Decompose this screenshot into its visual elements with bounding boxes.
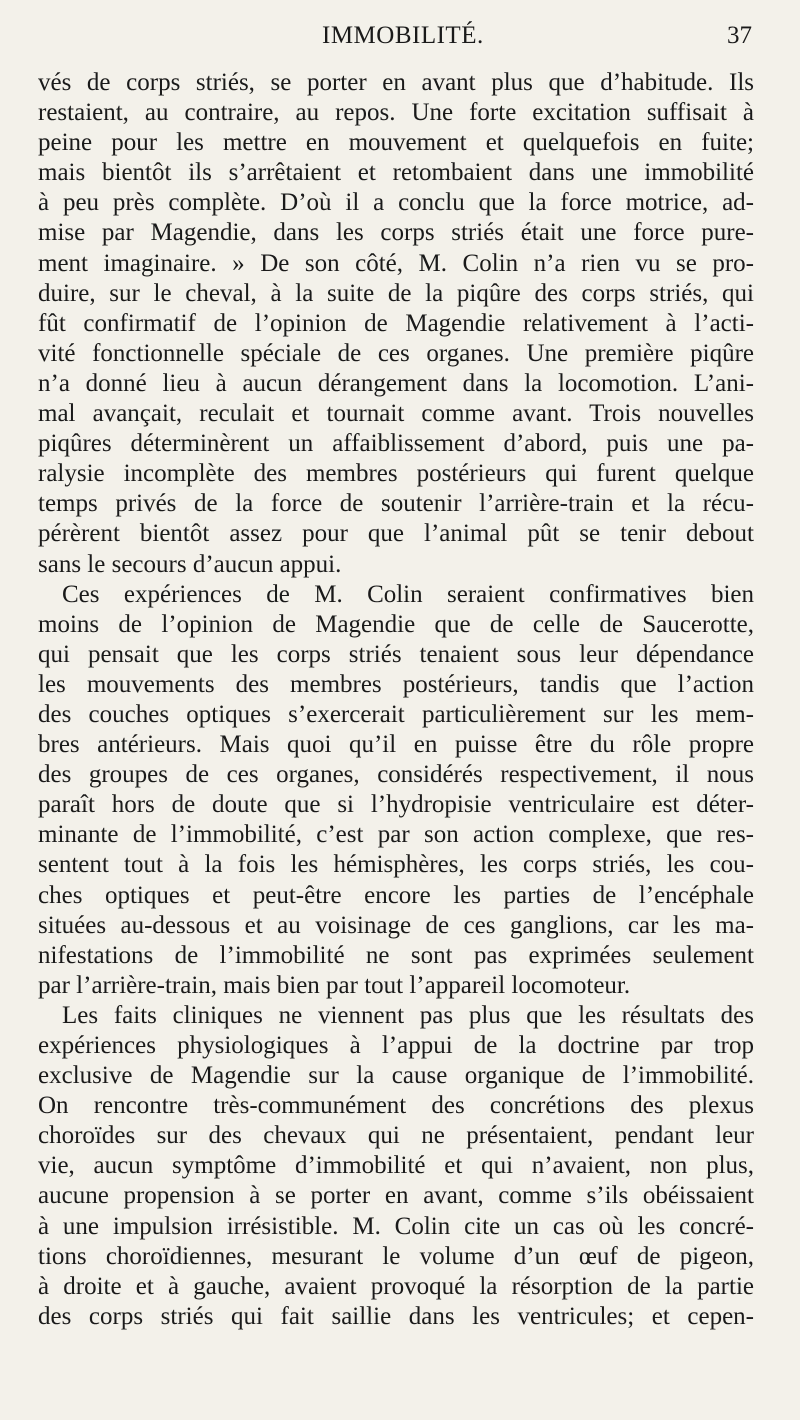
text-line: expériences physiologiques à l’appui de la doctrine par trop — [38, 1032, 754, 1059]
text-line: vité fonctionnelle spéciale de ces organes. Une première piqûre — [38, 339, 754, 367]
text-line: vés de corps striés, se porter en avant plus que d’habitude. Ils — [38, 69, 754, 96]
text-line: par l’arrière-train, mais bien par tout l’appareil locomoteur. — [38, 971, 631, 999]
text-line: mais bientôt ils s’arrêtaient et retombaient dans une immobilité — [38, 159, 754, 187]
text-line: Les faits cliniques ne viennent pas plus que les résultats des — [62, 1001, 754, 1029]
text-line: à une impulsion irrésistible. M. Colin cite un cas où les concré- — [38, 1212, 754, 1240]
text-line: sans le secours d’aucun appui. — [38, 550, 342, 578]
text-line: fût confirmatif de l’opinion de Magendie relativement à l’acti- — [38, 309, 754, 337]
text-line: paraît hors de doute que si l’hydropisie ventriculaire est déter- — [38, 791, 754, 819]
text-line: ralysie incomplète des membres postérieurs qui furent quelque — [38, 460, 754, 488]
text-line: bres antérieurs. Mais quoi qu’il en puisse être du rôle propre — [38, 731, 754, 759]
text-line: On rencontre très-communément des concrétions des plexus — [38, 1092, 754, 1120]
text-line: les mouvements des membres postérieurs, tandis que l’action — [38, 670, 754, 698]
text-line: exclusive de Magendie sur la cause organique de l’immobilité. — [38, 1062, 754, 1090]
text-line: ches optiques et peut-être encore les parties de l’encéphale — [38, 881, 754, 909]
text-line: peine pour les mettre en mouvement et quelquefois en fuite; — [38, 129, 754, 157]
text-line: tions choroïdiennes, mesurant le volume d’un œuf de pigeon, — [38, 1242, 754, 1270]
text-line: mise par Magendie, dans les corps striés était une force pure- — [38, 219, 754, 247]
text-line: des groupes de ces organes, considérés respectivement, il nous — [38, 761, 754, 789]
text-line: vie, aucun symptôme d’immobilité et qui n’avaient, non plus, — [38, 1152, 754, 1180]
text-line: piqûres déterminèrent un affaiblissement d’abord, puis une pa- — [38, 430, 754, 458]
text-line: qui pensait que les corps striés tenaient sous leur dépendance — [38, 640, 754, 668]
text-line: des couches optiques s’exercerait particulièrement sur les mem- — [38, 700, 754, 728]
text-line: ment imaginaire. » De son côté, M. Colin n’a rien vu se pro- — [38, 249, 754, 277]
text-line: moins de l’opinion de Magendie que de celle de Saucerotte, — [38, 610, 754, 638]
page-number: 37 — [727, 22, 752, 49]
text-line: à peu près complète. D’où il a conclu que la force motrice, ad- — [38, 189, 754, 217]
body-text — [38, 68, 754, 1332]
text-line: minante de l’immobilité, c’est par son action complexe, que res- — [38, 821, 754, 849]
text-line: duire, sur le cheval, à la suite de la piqûre des corps striés, qui — [38, 279, 754, 307]
running-title: IMMOBILITÉ. — [322, 22, 484, 49]
page-header — [0, 22, 800, 52]
text-line: aucune propension à se porter en avant, comme s’ils obéissaient — [38, 1182, 754, 1210]
text-line: à droite et à gauche, avaient provoqué la résorption de la partie — [38, 1272, 754, 1300]
text-line: des corps striés qui fait saillie dans les ventricules; et cepen- — [38, 1302, 754, 1330]
text-line: pérèrent bientôt assez pour que l’animal pût se tenir debout — [38, 520, 754, 548]
text-line: situées au-dessous et au voisinage de ces ganglions, car les ma- — [38, 911, 754, 939]
text-line: mal avançait, reculait et tournait comme avant. Trois nouvelles — [38, 400, 754, 428]
text-line: choroïdes sur des chevaux qui ne présentaient, pendant leur — [38, 1122, 754, 1150]
text-line: temps privés de la force de soutenir l’arrière-train et la récu- — [38, 490, 754, 518]
text-line: nifestations de l’immobilité ne sont pas exprimées seulement — [38, 941, 754, 969]
text-line: Ces expériences de M. Colin seraient confirmatives bien — [62, 580, 754, 608]
text-line: restaient, au contraire, au repos. Une forte excitation suffisait à — [38, 99, 754, 127]
text-line: n’a donné lieu à aucun dérangement dans la locomotion. L’ani- — [38, 369, 754, 397]
text-line: sentent tout à la fois les hémisphères, les corps striés, les cou- — [38, 851, 754, 879]
